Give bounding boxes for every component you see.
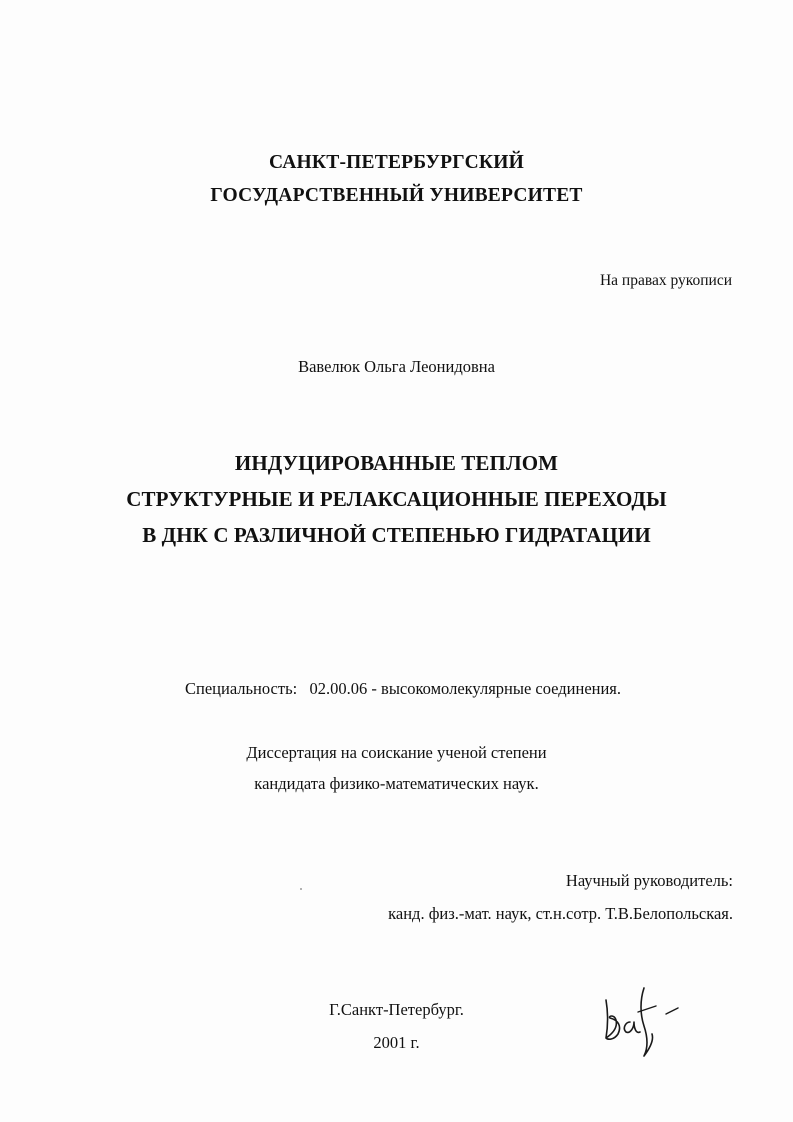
dissertation-line-1: Диссертация на соискание ученой степени [246, 743, 547, 762]
year: 2001 г. [373, 1033, 420, 1052]
thesis-title-line-1: ИНДУЦИРОВАННЫЕ ТЕПЛОМ [234, 451, 559, 475]
supervisor-label: Научный руководитель: [565, 871, 733, 890]
specialty: Специальность: 02.00.06 - высокомолекулярные соединения. [185, 679, 622, 698]
dissertation-line-2: кандидата физико-математических наук. [254, 774, 539, 793]
university-name-line-2: ГОСУДАРСТВЕННЫЙ УНИВЕРСИТЕТ [210, 185, 583, 206]
supervisor-name: канд. физ.-мат. наук, ст.н.сотр. Т.В.Белопольская. [388, 904, 733, 923]
paper-speck [300, 888, 302, 890]
signature-icon [596, 978, 686, 1058]
university-name-line-1: САНКТ-ПЕТЕРБУРГСКИЙ [268, 152, 525, 173]
author-name: Вавелюк Ольга Леонидовна [298, 357, 495, 376]
manuscript-note: На правах рукописи [599, 272, 732, 289]
city: Г.Санкт-Петербург. [329, 1000, 464, 1019]
thesis-title-line-3: В ДНК С РАЗЛИЧНОЙ СТЕПЕНЬЮ ГИДРАТАЦИИ [142, 523, 651, 547]
thesis-title-line-2: СТРУКТУРНЫЕ И РЕЛАКСАЦИОННЫЕ ПЕРЕХОДЫ [126, 487, 667, 511]
